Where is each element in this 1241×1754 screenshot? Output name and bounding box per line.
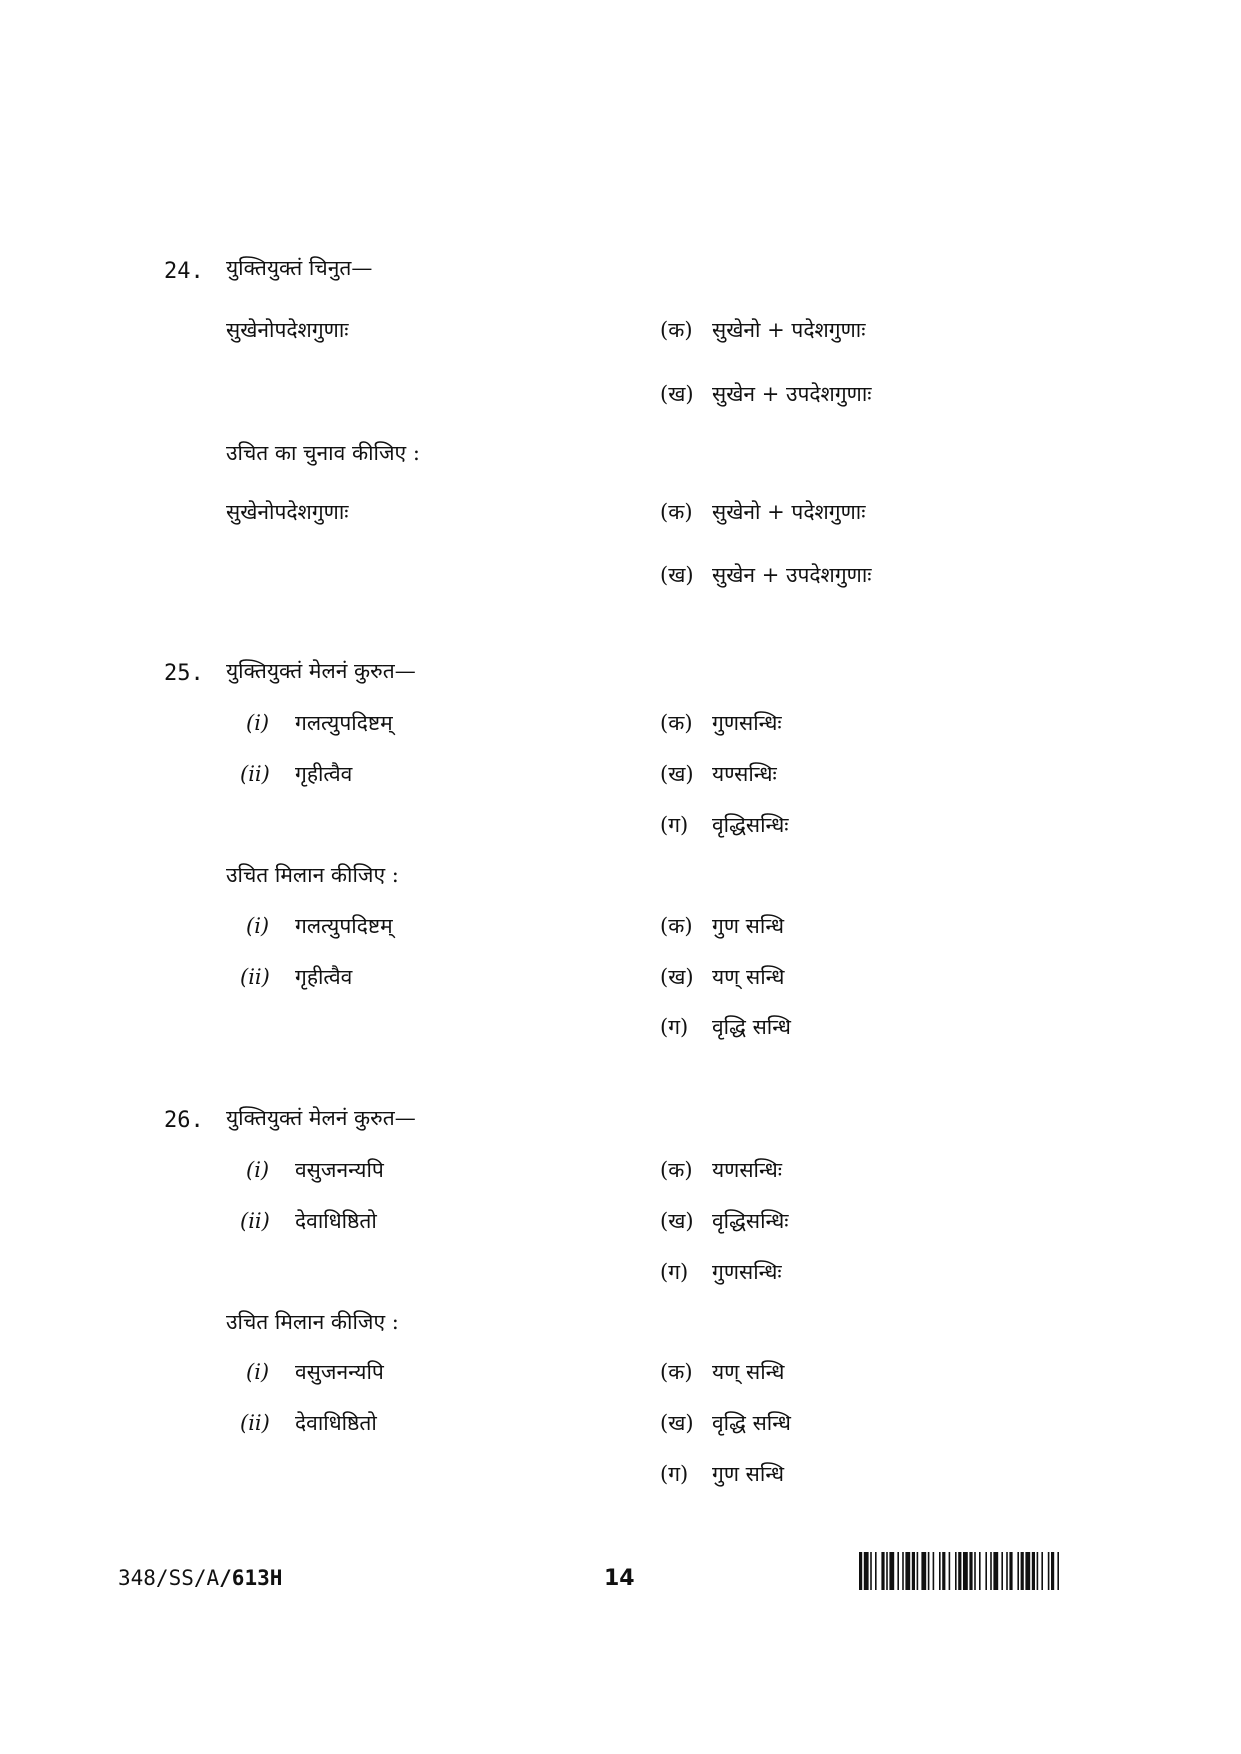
q24-option-ka-text: सुखेनो + पदेशगुणाः <box>712 318 866 342</box>
barcode-bar <box>1021 1552 1024 1590</box>
q24-hindi-option-ka-text: सुखेनो + पदेशगुणाः <box>712 500 866 524</box>
barcode-bar <box>859 1552 862 1590</box>
question-26-title: युक्तियुक्तं मेलनं कुरुत— <box>226 1106 416 1130</box>
q25-left-i-text: गलत्युपदिष्टम् <box>295 711 393 735</box>
q24-option-ka-label: (क) <box>660 318 693 342</box>
q25-hindi-left-i-label: (i) <box>246 914 270 938</box>
q26-left-i-label: (i) <box>246 1158 270 1182</box>
q25-hindi-left-ii-text: गृहीत्वैव <box>295 965 353 989</box>
barcode-bar <box>985 1552 987 1590</box>
q26-hindi-right-ga-label: (ग) <box>660 1462 689 1486</box>
page-number: 14 <box>604 1566 635 1591</box>
q25-hindi-instruction: उचित मिलान कीजिए : <box>226 863 399 887</box>
barcode-bar <box>1009 1552 1012 1590</box>
q25-left-ii-label: (ii) <box>240 762 270 786</box>
q26-right-ka-text: यणसन्धिः <box>712 1158 782 1182</box>
barcode-bar <box>1032 1552 1035 1590</box>
q26-hindi-instruction: उचित मिलान कीजिए : <box>226 1310 399 1334</box>
barcode-bar <box>897 1552 899 1590</box>
q24-option-kha-text: सुखेन + उपदेशगुणाः <box>712 382 872 406</box>
q25-left-i-label: (i) <box>246 711 270 735</box>
barcode-bar <box>921 1552 926 1590</box>
barcode-bar <box>1017 1552 1019 1590</box>
q24-hindi-option-ka-label: (क) <box>660 500 693 524</box>
q26-left-i-text: वसुजनन्यपि <box>295 1158 384 1182</box>
question-25-number: 25. <box>164 661 204 686</box>
barcode-bar <box>939 1552 941 1590</box>
q26-hindi-right-kha-text: वृद्धि सन्धि <box>712 1411 791 1435</box>
q25-hindi-right-ka-label: (क) <box>660 914 693 938</box>
q26-hindi-left-i-label: (i) <box>246 1360 270 1384</box>
q24-hindi-option-kha-text: सुखेन + उपदेशगुणाः <box>712 563 872 587</box>
q25-right-ga-text: वृद्धिसन्धिः <box>712 813 789 837</box>
barcode-bar <box>963 1552 968 1590</box>
barcode-bar <box>886 1552 888 1590</box>
q25-hindi-left-ii-label: (ii) <box>240 965 270 989</box>
paper-code <box>118 1568 282 1589</box>
barcode-bar <box>1037 1552 1039 1590</box>
q25-hindi-left-i-text: गलत्युपदिष्टम् <box>295 914 393 938</box>
barcode-bar <box>1051 1552 1054 1590</box>
q25-hindi-right-ka-text: गुण सन्धि <box>712 914 785 938</box>
q25-right-ka-label: (क) <box>660 711 693 735</box>
barcode-bar <box>870 1552 872 1590</box>
barcode-bar <box>1041 1552 1043 1590</box>
barcode-bar <box>949 1552 951 1590</box>
barcode-bar <box>1025 1552 1030 1590</box>
barcode-bar <box>955 1552 957 1590</box>
barcode-bar <box>864 1552 869 1590</box>
barcode-bar <box>990 1552 992 1590</box>
q26-hindi-left-i-text: वसुजनन्यपि <box>295 1360 384 1384</box>
question-24-number: 24. <box>164 259 204 284</box>
barcode-bar <box>933 1552 935 1590</box>
q26-hindi-right-ga-text: गुण सन्धि <box>712 1462 785 1486</box>
q26-hindi-left-ii-text: देवाधिष्ठितो <box>295 1411 377 1435</box>
q25-hindi-right-ga-label: (ग) <box>660 1015 689 1039</box>
q26-right-kha-text: वृद्धिसन्धिः <box>712 1209 789 1233</box>
barcode-bar <box>928 1552 930 1590</box>
barcode-bar <box>875 1552 877 1590</box>
q25-left-ii-text: गृहीत्वैव <box>295 762 353 786</box>
q26-right-ga-text: गुणसन्धिः <box>712 1260 782 1284</box>
barcode-bar <box>1006 1552 1008 1590</box>
q24-hindi-instruction: उचित का चुनाव कीजिए : <box>226 441 420 465</box>
barcode-bar <box>912 1552 915 1590</box>
barcode-bar <box>1001 1552 1003 1590</box>
q24-item: सुखेनोपदेशगुणाः <box>226 318 349 342</box>
barcode-bar <box>958 1552 961 1590</box>
paper-code-prefix: 348/SS/A <box>118 1566 220 1590</box>
barcode-bar <box>942 1552 945 1590</box>
q26-right-ga-label: (ग) <box>660 1260 689 1284</box>
q26-left-ii-text: देवाधिष्ठितो <box>295 1209 377 1233</box>
barcode-bar <box>902 1552 904 1590</box>
q24-hindi-option-kha-label: (ख) <box>660 563 694 587</box>
q26-right-ka-label: (क) <box>660 1158 693 1182</box>
q25-hindi-right-ga-text: वृद्धि सन्धि <box>712 1015 791 1039</box>
barcode-icon <box>859 1552 1121 1590</box>
q26-hindi-left-ii-label: (ii) <box>240 1411 270 1435</box>
question-25-title: युक्तियुक्तं मेलनं कुरुत— <box>226 659 416 683</box>
barcode-bar <box>969 1552 972 1590</box>
q26-hindi-right-kha-label: (ख) <box>660 1411 694 1435</box>
q25-hindi-right-kha-text: यण् सन्धि <box>712 965 785 989</box>
question-26-number: 26. <box>164 1108 204 1133</box>
barcode-bar <box>1048 1552 1050 1590</box>
barcode-bar <box>979 1552 981 1590</box>
q25-right-ga-label: (ग) <box>660 813 689 837</box>
q25-right-kha-text: यण्सन्धिः <box>712 762 777 786</box>
q25-right-ka-text: गुणसन्धिः <box>712 711 782 735</box>
paper-code-suffix: /613H <box>219 1566 283 1590</box>
q26-right-kha-label: (ख) <box>660 1209 694 1233</box>
q26-hindi-right-ka-label: (क) <box>660 1360 693 1384</box>
q25-hindi-right-kha-label: (ख) <box>660 965 694 989</box>
q26-hindi-right-ka-text: यण् सन्धि <box>712 1360 785 1384</box>
barcode-bar <box>1057 1552 1059 1590</box>
barcode-bar <box>881 1552 884 1590</box>
q24-hindi-item: सुखेनोपदेशगुणाः <box>226 500 349 524</box>
barcode-bar <box>974 1552 976 1590</box>
q24-option-kha-label: (ख) <box>660 382 694 406</box>
q25-right-kha-label: (ख) <box>660 762 694 786</box>
barcode-bar <box>993 1552 998 1590</box>
barcode-bar <box>917 1552 919 1590</box>
barcode-bar <box>905 1552 910 1590</box>
question-24-title: युक्तियुक्तं चिनुत— <box>226 256 373 280</box>
barcode-bar <box>889 1552 894 1590</box>
q26-left-ii-label: (ii) <box>240 1209 270 1233</box>
